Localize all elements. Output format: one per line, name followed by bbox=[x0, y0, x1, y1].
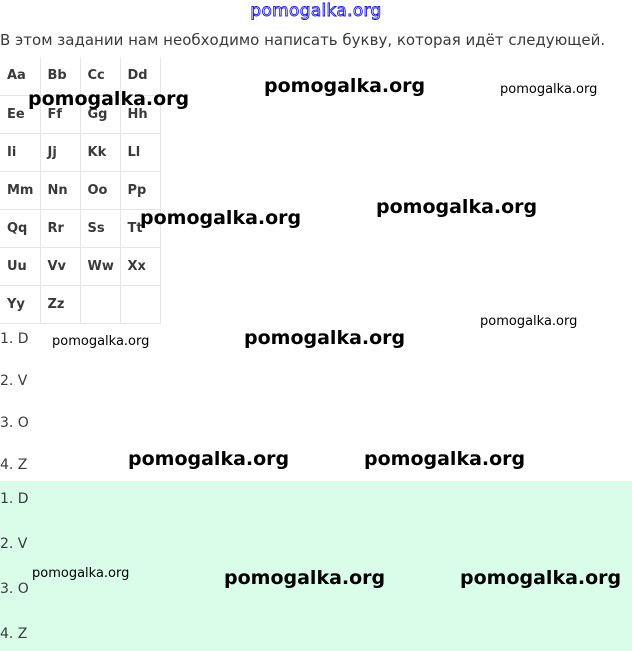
question-item: 1. D bbox=[0, 331, 29, 347]
watermark: pomogalka.org bbox=[128, 448, 290, 470]
watermark: pomogalka.org bbox=[52, 334, 150, 349]
table-cell: Vv bbox=[40, 247, 80, 285]
table-cell: Hh bbox=[120, 95, 160, 133]
table-cell: Pp bbox=[120, 171, 160, 209]
table-cell: Uu bbox=[0, 247, 40, 285]
watermark: pomogalka.org bbox=[480, 314, 578, 329]
watermark: pomogalka.org bbox=[376, 196, 538, 218]
table-cell: Jj bbox=[40, 133, 80, 171]
answer-item: 3. O bbox=[0, 581, 29, 597]
table-cell: Ww bbox=[80, 247, 120, 285]
table-cell: Xx bbox=[120, 247, 160, 285]
table-cell: Ee bbox=[0, 95, 40, 133]
table-cell: Dd bbox=[120, 57, 160, 95]
question-item: 4. Z bbox=[0, 457, 28, 473]
table-cell: Tt bbox=[120, 209, 160, 247]
site-watermark-header: pomogalka.org bbox=[250, 1, 382, 21]
watermark: pomogalka.org bbox=[500, 82, 598, 97]
question-item: 3. O bbox=[0, 415, 29, 431]
answer-item: 2. V bbox=[0, 536, 28, 552]
table-row bbox=[0, 285, 160, 323]
watermark: pomogalka.org bbox=[140, 207, 302, 229]
watermark: pomogalka.org bbox=[264, 75, 426, 97]
table-row bbox=[0, 171, 160, 209]
table-cell: Nn bbox=[40, 171, 80, 209]
watermark: pomogalka.org bbox=[32, 566, 130, 581]
table-cell bbox=[120, 285, 160, 323]
question-item: 2. V bbox=[0, 373, 28, 389]
table-row bbox=[0, 247, 160, 285]
table-row bbox=[0, 209, 160, 247]
watermark: pomogalka.org bbox=[244, 327, 406, 349]
table-cell: Ff bbox=[40, 95, 80, 133]
table-cell: Ll bbox=[120, 133, 160, 171]
table-cell: Zz bbox=[40, 285, 80, 323]
table-cell: Aa bbox=[0, 57, 40, 95]
table-cell: Kk bbox=[80, 133, 120, 171]
task-instruction: В этом задании нам необходимо написать букву, которая идёт следующей. bbox=[0, 31, 606, 49]
table-cell: Ii bbox=[0, 133, 40, 171]
table-cell: Oo bbox=[80, 171, 120, 209]
table-cell: Cc bbox=[80, 57, 120, 95]
table-cell: Mm bbox=[0, 171, 40, 209]
answer-item: 4. Z bbox=[0, 626, 28, 642]
watermark: pomogalka.org bbox=[28, 88, 190, 110]
table-cell: Bb bbox=[40, 57, 80, 95]
table-cell: Qq bbox=[0, 209, 40, 247]
table-cell: Rr bbox=[40, 209, 80, 247]
answer-item: 1. D bbox=[0, 491, 29, 507]
table-cell bbox=[80, 285, 120, 323]
watermark: pomogalka.org bbox=[364, 448, 526, 470]
watermark: pomogalka.org bbox=[460, 567, 622, 589]
table-cell: Gg bbox=[80, 95, 120, 133]
watermark: pomogalka.org bbox=[224, 567, 386, 589]
table-cell: Ss bbox=[80, 209, 120, 247]
table-row bbox=[0, 133, 160, 171]
table-cell: Yy bbox=[0, 285, 40, 323]
